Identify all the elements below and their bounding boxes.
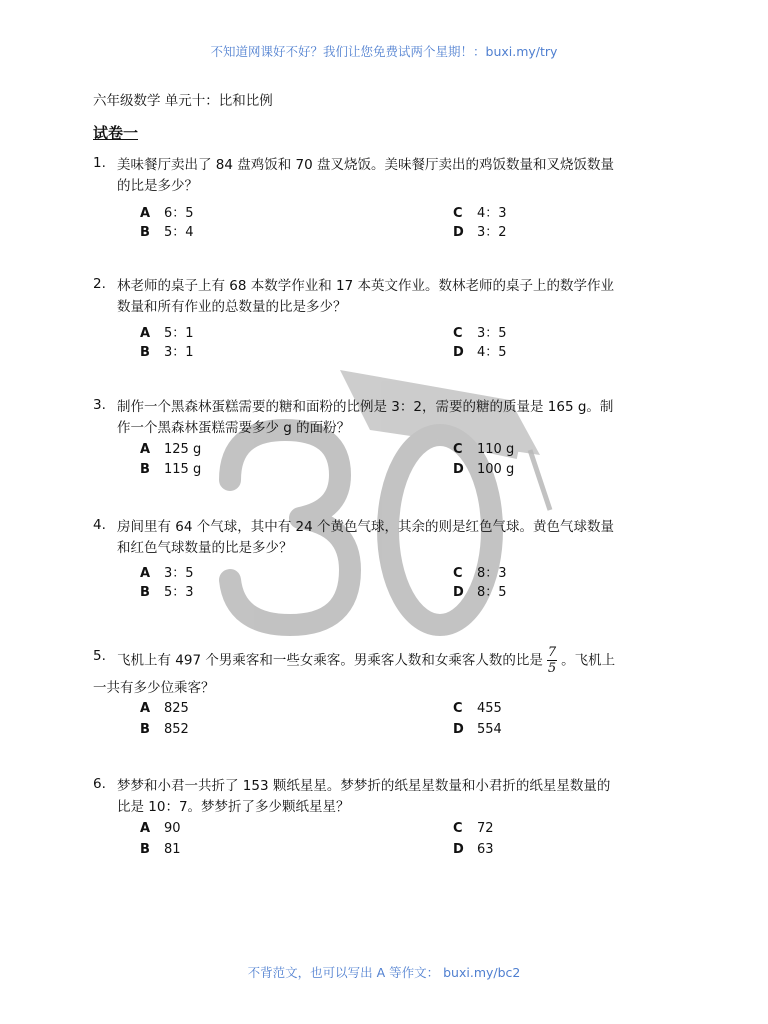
fraction-numerator: 7	[547, 645, 557, 660]
question-text: 美味餐厅卖出了 84 盘鸡饭和 70 盘叉烧饭。美味餐厅卖出的鸡饭数量和叉烧饭数量	[117, 157, 615, 173]
option-b-value: 5：3	[164, 585, 194, 600]
option-d[interactable]: D 63	[453, 842, 494, 857]
option-a-value: 3：5	[164, 566, 194, 581]
option-b[interactable]: B 3：1	[140, 345, 194, 360]
option-d[interactable]: D 8：5	[453, 585, 507, 600]
option-a[interactable]: A 125 g	[140, 442, 202, 457]
option-d-value: 4：5	[477, 345, 507, 360]
option-a-value: 125 g	[164, 442, 202, 457]
question-text: 和红色气球数量的比是多少？	[117, 540, 293, 556]
promo-link-bottom[interactable]: 不背范文，也可以写出 A 等作文： buxi.my/bc2	[247, 965, 521, 980]
option-c-value: 4：3	[477, 206, 507, 221]
option-a-value: 90	[164, 821, 181, 836]
question-text: 梦梦和小君一共折了 153 颗纸星星。梦梦折的纸星星数量和小君折的纸星星数量的	[117, 778, 611, 794]
question-number: 2.	[93, 276, 106, 292]
question-number: 4.	[93, 517, 106, 533]
option-a[interactable]: A 6：5	[140, 206, 194, 221]
option-d-value: 554	[477, 722, 502, 737]
question-number: 1.	[93, 155, 106, 171]
option-b-value: 81	[164, 842, 181, 857]
option-c[interactable]: C 110 g	[453, 442, 515, 457]
question-number: 5.	[93, 648, 106, 664]
option-a-value: 6：5	[164, 206, 194, 221]
option-c-value: 3：5	[477, 326, 507, 341]
option-b-value: 5：4	[164, 225, 194, 240]
option-c[interactable]: C 3：5	[453, 326, 507, 341]
fraction-denominator: 5	[547, 661, 557, 676]
question-text: 制作一个黑森林蛋糕需要的糖和面粉的比例是 3：2，需要的糖的质量是 165 g。制	[117, 399, 614, 415]
option-c[interactable]: C 8：3	[453, 566, 507, 581]
option-d[interactable]: D 3：2	[453, 225, 507, 240]
option-b-value: 115 g	[164, 462, 202, 477]
option-c[interactable]: C 4：3	[453, 206, 507, 221]
option-a[interactable]: A 5：1	[140, 326, 194, 341]
document-title: 六年级数学 单元十：比和比例	[93, 93, 273, 109]
option-c[interactable]: C 455	[453, 701, 502, 716]
question-number: 3.	[93, 397, 106, 413]
ratio-fraction	[547, 645, 557, 676]
question-number: 6.	[93, 776, 106, 792]
option-b[interactable]: B 115 g	[140, 462, 202, 477]
section-title: 试卷一	[93, 124, 139, 142]
question-text: 作一个黑森林蛋糕需要多少 g 的面粉？	[117, 420, 351, 436]
option-d[interactable]: D 554	[453, 722, 502, 737]
option-b[interactable]: B 852	[140, 722, 189, 737]
option-c-value: 110 g	[477, 442, 515, 457]
question-text-part: 。飞机上	[561, 652, 616, 669]
option-d[interactable]: D 4：5	[453, 345, 507, 360]
option-b-value: 852	[164, 722, 189, 737]
option-b-value: 3：1	[164, 345, 194, 360]
question-text: 比是 10：7。梦梦折了多少颗纸星星？	[117, 799, 350, 815]
option-a[interactable]: A 90	[140, 821, 181, 836]
option-b[interactable]: B 5：3	[140, 585, 194, 600]
option-a[interactable]: A 825	[140, 701, 189, 716]
option-d-value: 63	[477, 842, 494, 857]
question-text: 一共有多少位乘客？	[93, 680, 215, 696]
option-c-value: 72	[477, 821, 494, 836]
question-text: 林老师的桌子上有 68 本数学作业和 17 本英文作业。数林老师的桌子上的数学作业	[117, 278, 615, 294]
option-b[interactable]: B 5：4	[140, 225, 194, 240]
option-a[interactable]: A 3：5	[140, 566, 194, 581]
question-text: 的比是多少？	[117, 178, 198, 194]
option-d-value: 8：5	[477, 585, 507, 600]
option-c-value: 455	[477, 701, 502, 716]
option-a-value: 825	[164, 701, 189, 716]
promo-link-top[interactable]: 不知道网课好不好？我们让您免费试两个星期！：buxi.my/try	[210, 44, 558, 59]
option-d-value: 100 g	[477, 462, 515, 477]
option-a-value: 5：1	[164, 326, 194, 341]
question-text: 房间里有 64 个气球，其中有 24 个黄色气球，其余的则是红色气球。黄色气球数量	[117, 519, 615, 535]
option-d[interactable]: D 100 g	[453, 462, 515, 477]
option-c[interactable]: C 72	[453, 821, 494, 836]
question-text: 数量和所有作业的总数量的比是多少？	[117, 299, 347, 315]
option-b[interactable]: B 81	[140, 842, 181, 857]
option-c-value: 8：3	[477, 566, 507, 581]
option-d-value: 3：2	[477, 225, 507, 240]
question-text-part: 飞机上有 497 个男乘客和一些女乘客。男乘客人数和女乘客人数的比是	[117, 652, 543, 669]
question-text	[117, 645, 681, 676]
